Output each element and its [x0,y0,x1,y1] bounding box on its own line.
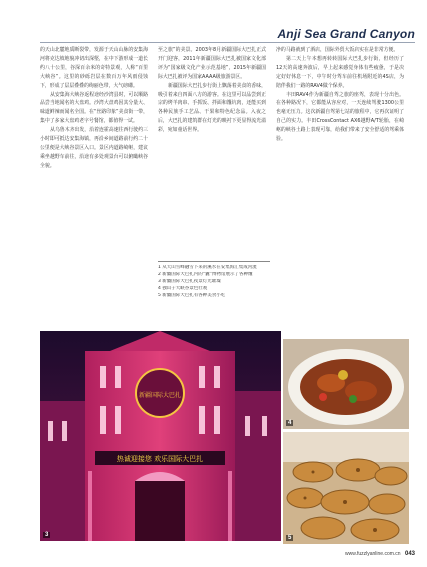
text-column-1 [40,46,148,346]
caption-item: 1 从天山雪峰融雪下来的溪水在安集海汇集成河流 [158,265,257,270]
top-margin [0,0,427,30]
photo-captions [158,261,270,300]
photo-number: 4 [288,420,292,426]
photo-number: 3 [45,532,49,538]
bazaar-led-banner: 热诚迎接您 欢乐国际大巴扎 [116,455,204,463]
food-plate-illustration [283,339,409,429]
bazaar-sign-text: 新疆国际大巴扎 [138,392,182,399]
section-title: Anji Sea Grand Canyon [277,27,415,41]
page-number: 043 [404,551,415,557]
caption-item: 2 新疆国际大巴扎内的“囊”博物馆展示了各种馕 [158,271,253,277]
body-paragraph: 丰田RAV4作为新疆自驾之旅的座驾，表现十分出色。在各种路况下，它都能从容应对，一天连续驾驶1300公里也毫无压力。这次新疆自驾第七站的旅程中，它再次证明了自己的实力。丰田CrossContact AX6越野A/T轮胎，在崎岖的峡谷土路上表现可靠，给我们带来了安全舒适的驾乘体验。 [276,91,404,143]
caption-item: 4 独山子大峡谷景色壮观 [158,285,208,291]
header-rule [40,42,415,43]
body-paragraph: 至之旅”的美景。2003年8月新疆国际大巴扎正式开门迎客，2011年新疆国际大巴扎被国家文化部评为“国家级文化产业示范基地”，2015年新疆国际大巴扎被评为国家AAAA级旅游景区。 [158,47,266,80]
text-column-2 [158,46,266,256]
caption-item: 3 新疆国际大巴扎夜景灯光璀璨 [158,278,221,284]
photo-naan-display [283,432,409,544]
photo-bazaar-night [40,331,281,541]
photo-food-plate [283,339,409,429]
page-footer [345,551,415,557]
caption-item: 5 新疆国际大巴扎有各种美食小吃 [158,292,226,298]
body-paragraph: 从安集海大峡谷返程途经沙湾县时，可以顺路品尝当地闻名的大盘鸡。沙湾大盘鸡因其分量大、味道鲜辣而闻名全国。在“丝路印象”美食街一带，集中了多家大盘鸡老字号餐馆，都值得一试。 [40,91,148,125]
text-column-3 [276,46,404,336]
body-paragraph: 净的马路就到了酒店，国际外贸大饭店实在是非常方便。 [276,47,399,53]
body-paragraph: 从乌鲁木齐出发，沿着连霍高速往西行驶约三小时即可抵达安集海镇，再沿乡间道路前行约二十公里便是大峡谷景区入口。景区内道路崎岖，建议乘坐越野车前往，沿途有多处观景台可以俯瞰峡谷全貌。 [40,127,148,169]
body-paragraph: 的天山北麓地质断裂带，发源于天山山脉的安集海河将克达坡地貌冲切出深壑，在中下游形成一道长约八十公里，谷深百余米的奇特景观，人称“百里大峡谷”。这里的砂砾岩层在数百万年风雨侵蚀下，形成了层层叠叠的绚丽色带，大气磅礴。 [40,47,148,89]
bazaar-night-illustration [40,331,281,541]
body-paragraph: 新疆国际大巴扎步行街上飘荡着美食的香味，吸引着来自四面八方的游客。在这里可以品尝到正宗的烤羊肉串、手抓饭、拌面和馕坑肉，还能买到各种民族手工艺品、干果和特色纪念品。入夜之后，大巴扎的建筑群在灯光的映衬下更显得流光溢彩，宛如童话世界。 [158,82,266,134]
caption-rule [158,261,270,262]
body-paragraph: 第二天上午本想再转转国际大巴扎步行街，但经历了12天的高速奔波后，早上起来感觉身体有些疲惫，于是决定好好休息一下，中午时分驾车前往机场附近的4S店，为陪伴我们一路的RAV4做个保养。 [276,55,404,89]
photo-number: 5 [288,535,292,541]
footer-url: www.fuzzlyanline.com.cn [345,551,401,557]
naan-display-illustration [283,432,409,544]
